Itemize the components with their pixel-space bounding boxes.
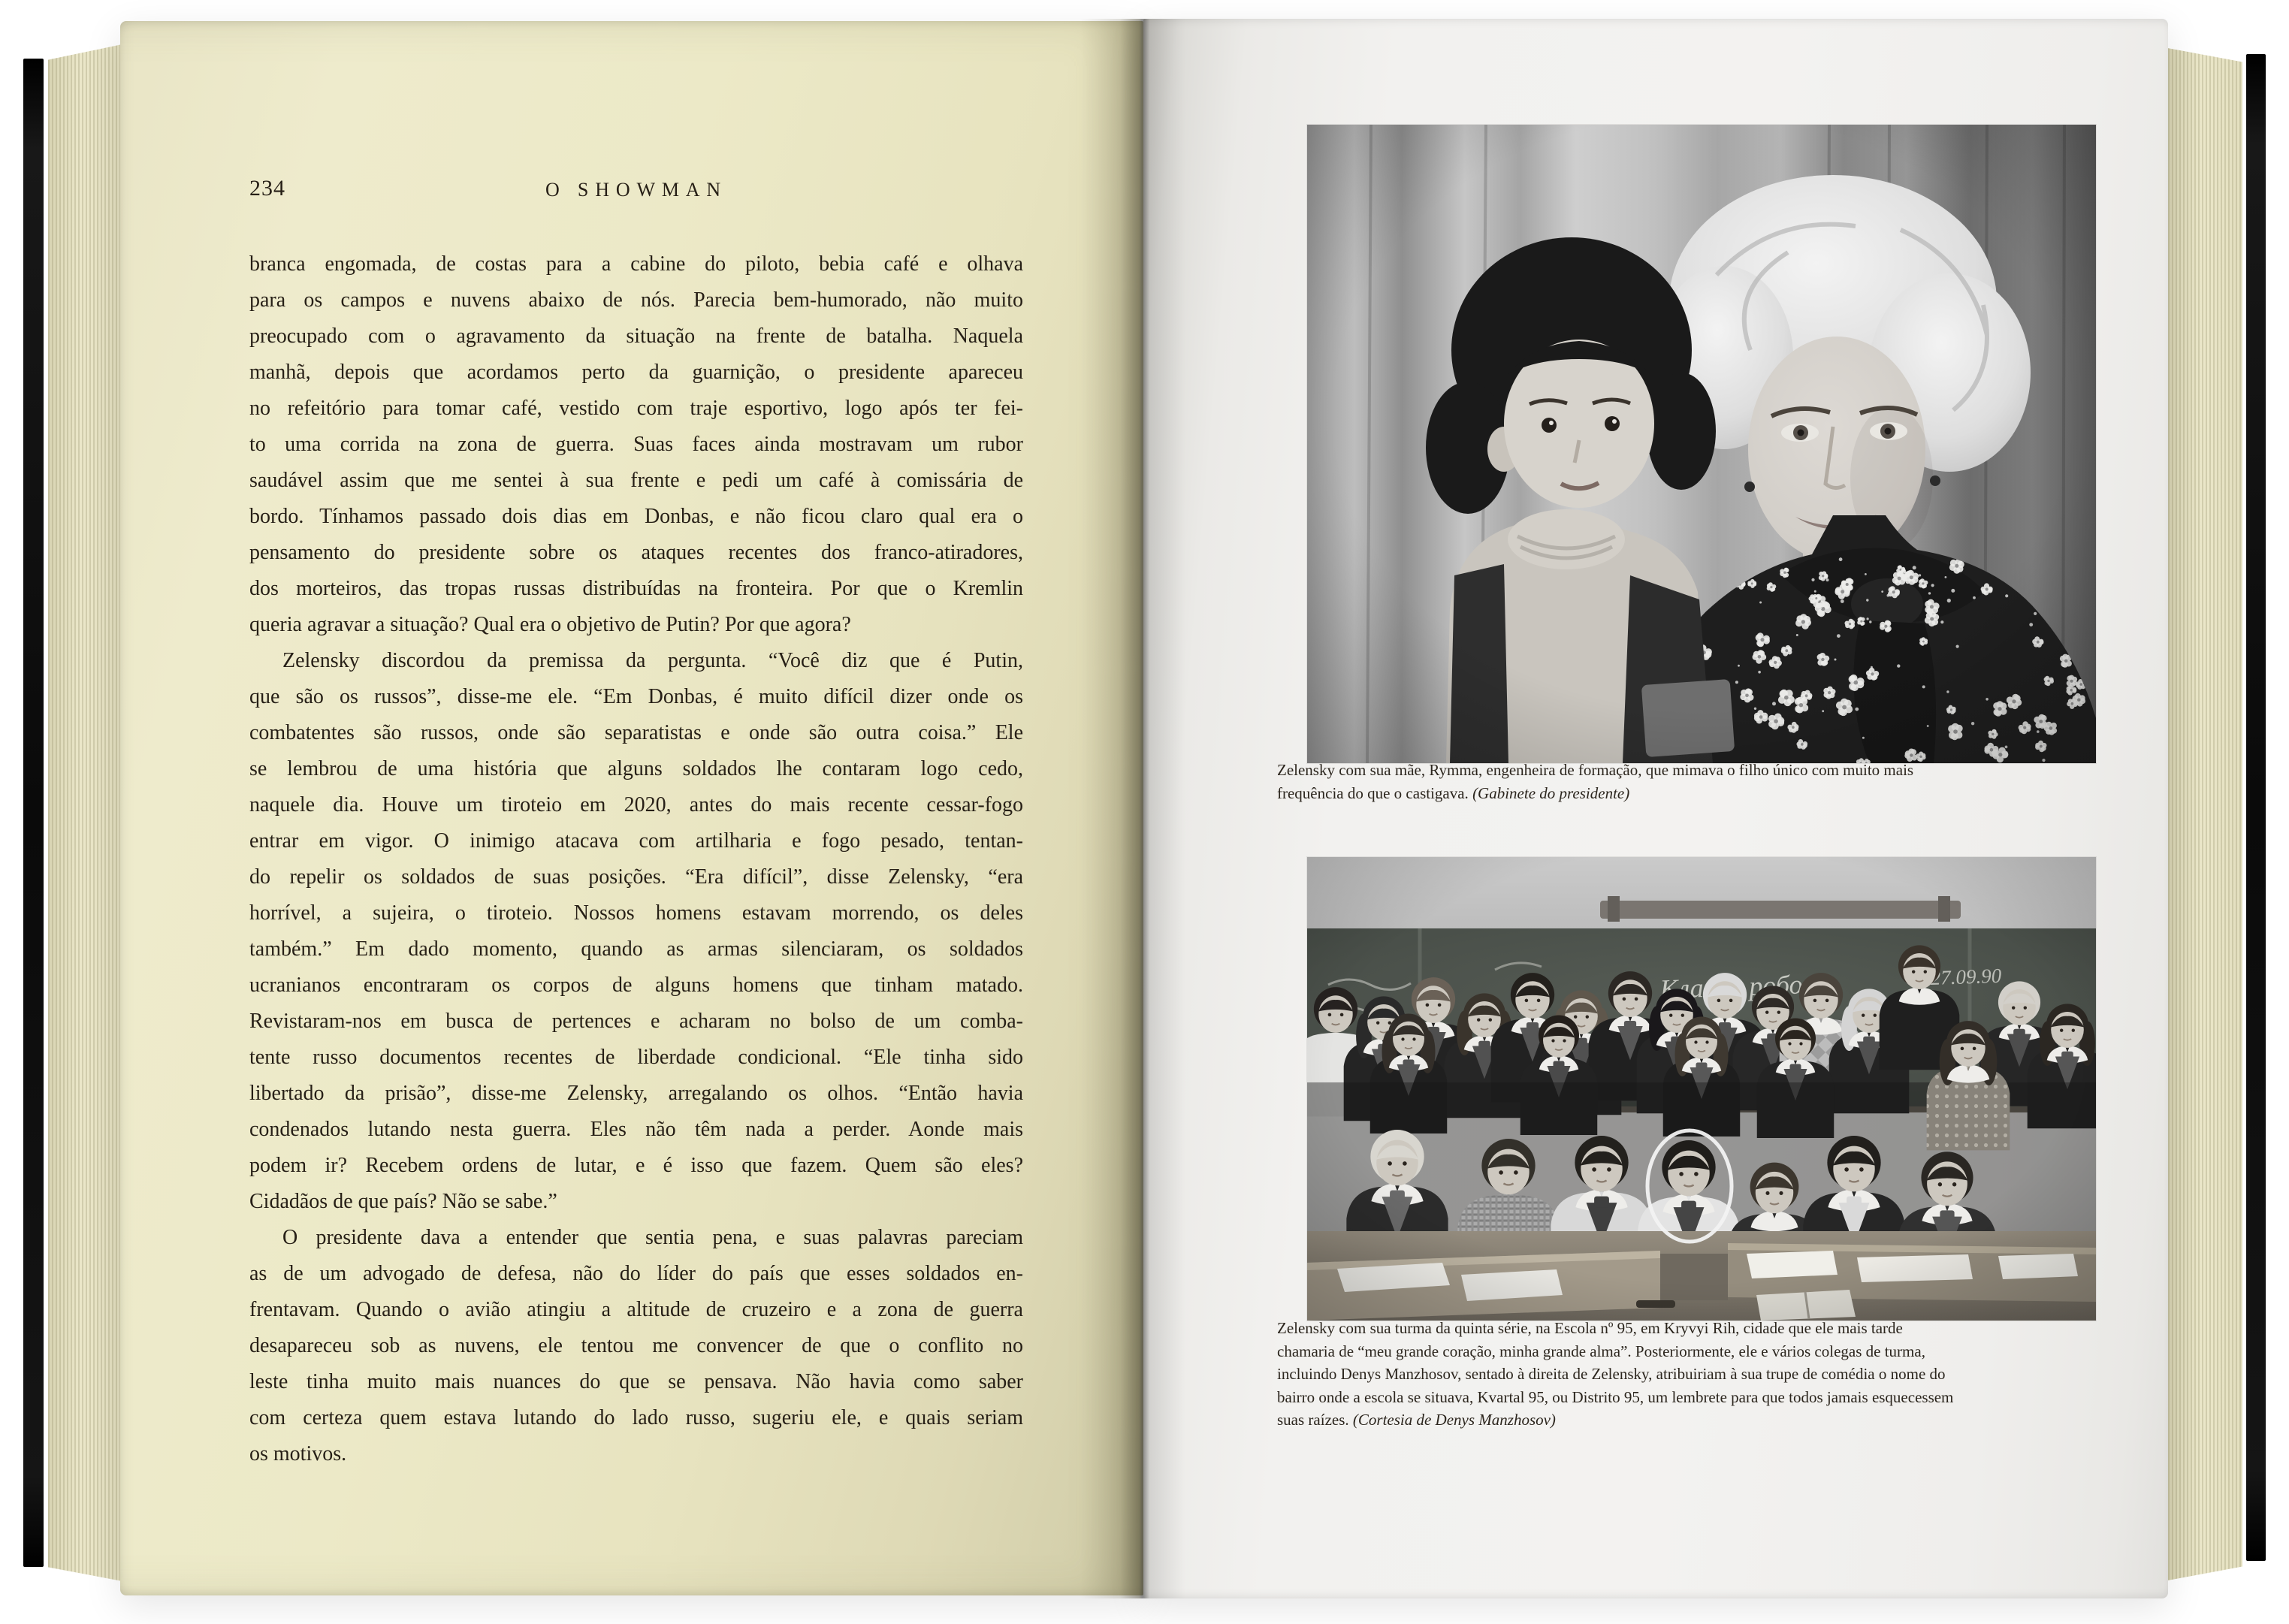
body-line: libertado da prisão”, disse-me Zelensky, arregalando os olhos. “Então havia	[249, 1082, 1023, 1105]
vignette	[1307, 857, 2096, 1321]
body-line: branca engomada, de costas para a cabine do piloto, bebia café e olhava	[249, 252, 1023, 276]
caption-credit: (Cortesia de Denys Manzhosov)	[1352, 1411, 1556, 1429]
body-line: para os campos e nuvens abaixo de nós. Parecia bem-humorado, não muito	[249, 288, 1023, 312]
body-line: que são os russos”, disse-me ele. “Em Donbas, é muito difícil dizer onde os	[249, 685, 1023, 708]
caption-text: bairro onde a escola se situava, Kvartal 95, ou Distrito 95, um lembrete para que todos jamais esquecessem	[1277, 1387, 1954, 1406]
body-line: Revistaram-nos em busca de pertences e acharam no bolso de um comba-	[249, 1010, 1023, 1033]
body-line: to uma corrida na zona de guerra. Suas faces ainda mostravam um rubor	[249, 433, 1023, 456]
right-page	[1143, 19, 2168, 1598]
body-line: os motivos.	[249, 1442, 347, 1466]
caption-text: Zelensky com sua mãe, Rymma, engenheira de formação, que mimava o filho único com muito mais	[1277, 761, 1914, 779]
caption-line	[1277, 1363, 2073, 1386]
body-line: naquele dia. Houve um tiroteio em 2020, antes do mais recente cessar-fogo	[249, 793, 1023, 817]
caption-line	[1277, 782, 2073, 805]
body-line: dos morteiros, das tropas russas distribuídas na fronteira. Por que o Kremlin	[249, 577, 1023, 600]
body-line: manhã, depois que acordamos perto da guarnição, o presidente apareceu	[249, 361, 1023, 384]
caption-line	[1277, 1386, 2073, 1409]
body-line: se lembrou de uma história que alguns soldados lhe contaram logo cedo,	[249, 757, 1023, 780]
body-line: preocupado com o agravamento da situação na frente de batalha. Naquela	[249, 324, 1023, 348]
body-line: O presidente dava a entender que sentia pena, e suas palavras pareciam	[282, 1226, 1023, 1249]
caption-text: frequência do que o castigava.	[1277, 783, 1473, 802]
caption-line	[1277, 1340, 2073, 1363]
body-line: tente russo documentos recentes de liberdade condicional. “Ele tinha sido	[249, 1046, 1023, 1069]
body-text	[249, 246, 1023, 1472]
body-line: Zelensky discordou da premissa da pergunta. “Você diz que é Putin,	[282, 649, 1023, 672]
photo-zelensky-and-mother-art	[1307, 125, 2096, 763]
photo-class-photo-art	[1307, 857, 2096, 1321]
caption-line	[1277, 759, 2073, 782]
body-line: com certeza quem estava lutando do lado russo, sugeriu ele, e quais seriam	[249, 1406, 1023, 1429]
caption-text: suas raízes.	[1277, 1411, 1353, 1429]
photo-caption-1	[1277, 759, 2073, 804]
page-number: 234	[249, 176, 285, 201]
photo-class-photo	[1307, 857, 2096, 1321]
body-line: frentavam. Quando o avião atingiu a altitude de cruzeiro e a zona de guerra	[249, 1298, 1023, 1321]
caption-line	[1277, 1317, 2073, 1340]
body-line: pensamento do presidente sobre os ataques recentes dos franco-atiradores,	[249, 541, 1023, 564]
body-line: desapareceu sob as nuvens, ele tentou me convencer de que o conflito no	[249, 1334, 1023, 1357]
body-line: leste tinha muito mais nuances do que se pensava. Não havia como saber	[249, 1370, 1023, 1393]
caption-credit: (Gabinete do presidente)	[1472, 783, 1630, 802]
body-line: condenados lutando nesta guerra. Eles não têm nada a perder. Aonde mais	[249, 1118, 1023, 1141]
vignette	[1307, 125, 2096, 763]
photo-caption-2	[1277, 1317, 2073, 1432]
body-line: Cidadãos de que país? Não se sabe.”	[249, 1190, 557, 1213]
photo-zelensky-and-mother	[1307, 125, 2096, 763]
body-line: também.” Em dado momento, quando as armas silenciaram, os soldados	[249, 937, 1023, 961]
book-cover-edge-left	[23, 59, 44, 1567]
body-line: as de um advogado de defesa, não do líder do país que esses soldados en-	[249, 1262, 1023, 1285]
body-line: combatentes são russos, onde são separatistas e onde são outra coisa.” Ele	[249, 721, 1023, 744]
body-line: entrar em vigor. O inimigo atacava com artilharia e fogo pesado, tentan-	[249, 829, 1023, 853]
caption-text: Zelensky com sua turma da quinta série, na Escola nº 95, em Kryvyi Rih, cidade que ele mais tarde	[1277, 1319, 1903, 1337]
page-stack-left	[48, 41, 122, 1586]
book-cover-edge-right	[2246, 54, 2266, 1561]
body-line: queria agravar a situação? Qual era o objetivo de Putin? Por que agora?	[249, 613, 851, 636]
body-line: podem ir? Recebem ordens de lutar, e é isso que fazem. Quem são eles?	[249, 1154, 1023, 1177]
body-line: horrível, a sujeira, o tiroteio. Nossos homens estavam morrendo, os deles	[249, 901, 1023, 925]
page-stack-right	[2168, 45, 2242, 1583]
left-page	[120, 21, 1143, 1595]
body-line: do repelir os soldados de suas posições. “Era difícil”, disse Zelensky, “era	[249, 865, 1023, 889]
caption-text: incluindo Denys Manzhosov, sentado à direita de Zelensky, atribuiriam à sua trupe de comédia o nome do	[1277, 1365, 1946, 1383]
caption-text: chamaria de “meu grande coração, minha grande alma”. Posteriormente, ele e vários colegas de turma,	[1277, 1342, 1925, 1360]
caption-line	[1277, 1408, 2073, 1432]
body-line: bordo. Tínhamos passado dois dias em Donbas, e não ficou claro qual era o	[249, 505, 1023, 528]
body-line: saudável assim que me sentei à sua frente e pedi um café à comissária de	[249, 469, 1023, 492]
body-line: ucranianos encontraram os corpos de alguns homens que tinham matado.	[249, 973, 1023, 997]
body-line: no refeitório para tomar café, vestido com traje esportivo, logo após ter fei-	[249, 397, 1023, 420]
running-header: O SHOWMAN	[545, 179, 728, 201]
